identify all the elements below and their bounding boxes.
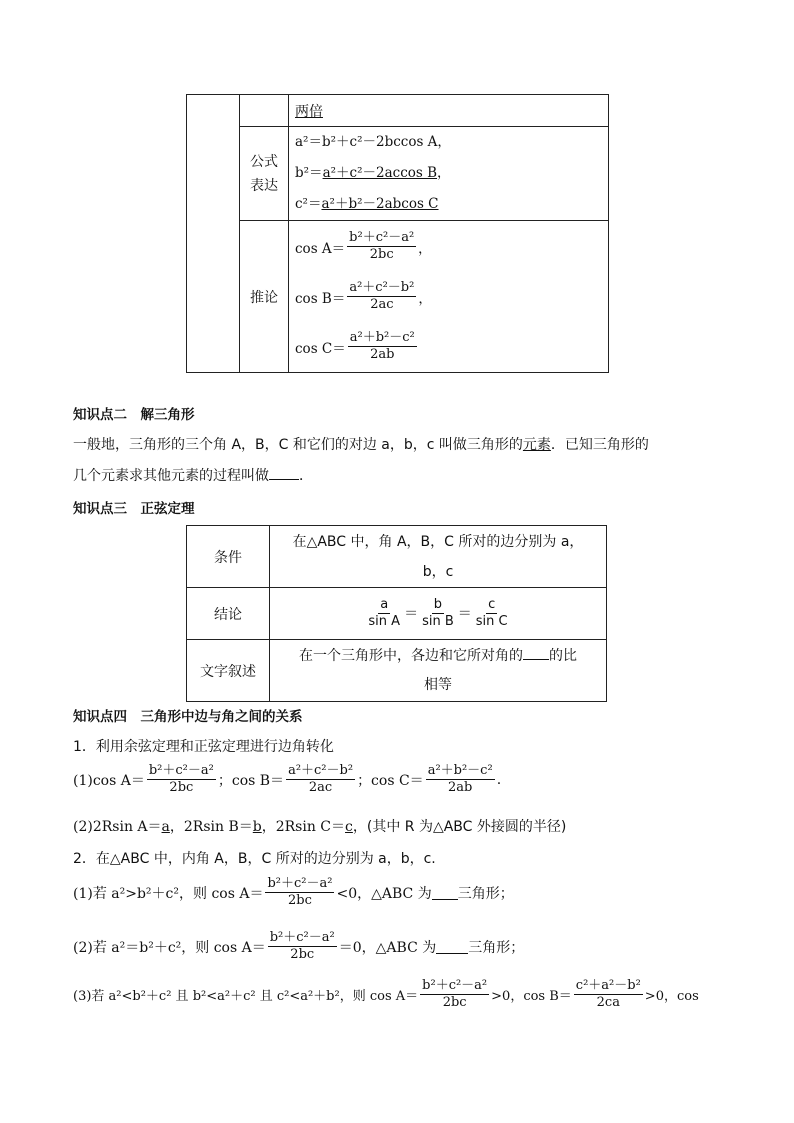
formula-a: a²＝b²＋c²－2bccos A， — [295, 134, 451, 150]
section2-line1: 一般地，三角形的三个角 A，B，C 和它们的对边 a，b，c 叫做三角形的元素．已知三角形的 — [73, 437, 649, 453]
conclusion-value: $\frac{a}{\text{sin A}}$ ＝ $\frac{b}{\text{sin B}}$ ＝ $\frac{c}{\text{sin C}}$ — [270, 588, 607, 640]
section2-heading: 知识点二 解三角形 — [73, 407, 195, 423]
narrative-value: 在一个三角形中，各边和它所对角的 的比 相等 — [270, 640, 607, 702]
cosC-formula: cos C＝ $\frac{\text{a²＋b²－c²}}{2ab}$ — [295, 329, 415, 362]
formula-c: c²＝a²＋b²－2abcos C — [295, 196, 439, 212]
formula-label: 公式 表达 — [240, 127, 289, 221]
corollary-cell — [289, 221, 609, 373]
right-case: (2)若 a²＝b²＋c²，则 cos A＝ $\frac{\text{b²＋c²－a²}}{2bc}$ ＝0，△ABC 为 三角形； — [73, 930, 525, 963]
formula-b: b²＝a²＋c²－2accos B， — [295, 165, 451, 181]
conversion-formula-2: (2)2Rsin A＝a，2Rsin B＝b，2Rsin C＝c，(其中 R 为△ABC 外接圆的半径) — [73, 819, 567, 835]
cosA-formula: cos A＝ $\frac{\text{b²＋c²－a²}}{2bc}$ ， — [295, 229, 432, 262]
conversion-formula-1: (1)cos A＝ $\frac{\text{b²＋c²－a²}}{2bc}$ ；cos B＝ $\frac{\text{a²＋c²－b²}}{2ac}$ ；cos C＝ $\frac{\text{a²＋b²－c²}}{2ab}$ . — [73, 763, 502, 796]
conclusion-label: 结论 — [187, 588, 270, 640]
answer-blank[interactable] — [269, 479, 299, 480]
cosB-formula: cos B＝ $\frac{\text{a²＋c²－b²}}{2ac}$ ， — [295, 279, 432, 312]
formula-cell — [289, 127, 609, 221]
section4-item2: 2．在△ABC 中，内角 A，B，C 所对的边分别为 a，b，c. — [73, 851, 436, 867]
table-blank-cell — [240, 95, 289, 127]
sine-law-table — [186, 525, 607, 702]
condition-value: 在△ABC 中，角 A，B，C 所对的边分别为 a， b，c — [270, 526, 607, 588]
two-times-text: 两倍 — [295, 103, 323, 120]
table-blank-cell — [187, 95, 240, 373]
answer-blank[interactable] — [436, 939, 468, 954]
cosine-law-table — [186, 94, 609, 373]
condition-label: 条件 — [187, 526, 270, 588]
answer-blank[interactable] — [523, 659, 549, 660]
section4-heading: 知识点四 三角形中边与角之间的关系 — [73, 709, 303, 725]
acute-case: (3)若 a²<b²＋c² 且 b²<a²＋c² 且 c²<a²＋b²，则 cos A＝ $\frac{\text{b²＋c²－a²}}{2bc}$ >0，cos B＝ $\frac{\text{c²＋a²－b²}}{2ca}$ >0，cos — [73, 978, 699, 1011]
narrative-label: 文字叙述 — [187, 640, 270, 702]
obtuse-case: (1)若 a²>b²＋c²，则 cos A＝ $\frac{\text{b²＋c²－a²}}{2bc}$ <0，△ABC 为 三角形； — [73, 876, 514, 909]
section4-item1: 1．利用余弦定理和正弦定理进行边角转化 — [73, 739, 334, 755]
section3-heading: 知识点三 正弦定理 — [73, 501, 195, 517]
answer-blank[interactable] — [432, 885, 458, 900]
corollary-label: 推论 — [240, 221, 289, 373]
section2-line2: 几个元素求其他元素的过程叫做 ． — [73, 468, 313, 484]
